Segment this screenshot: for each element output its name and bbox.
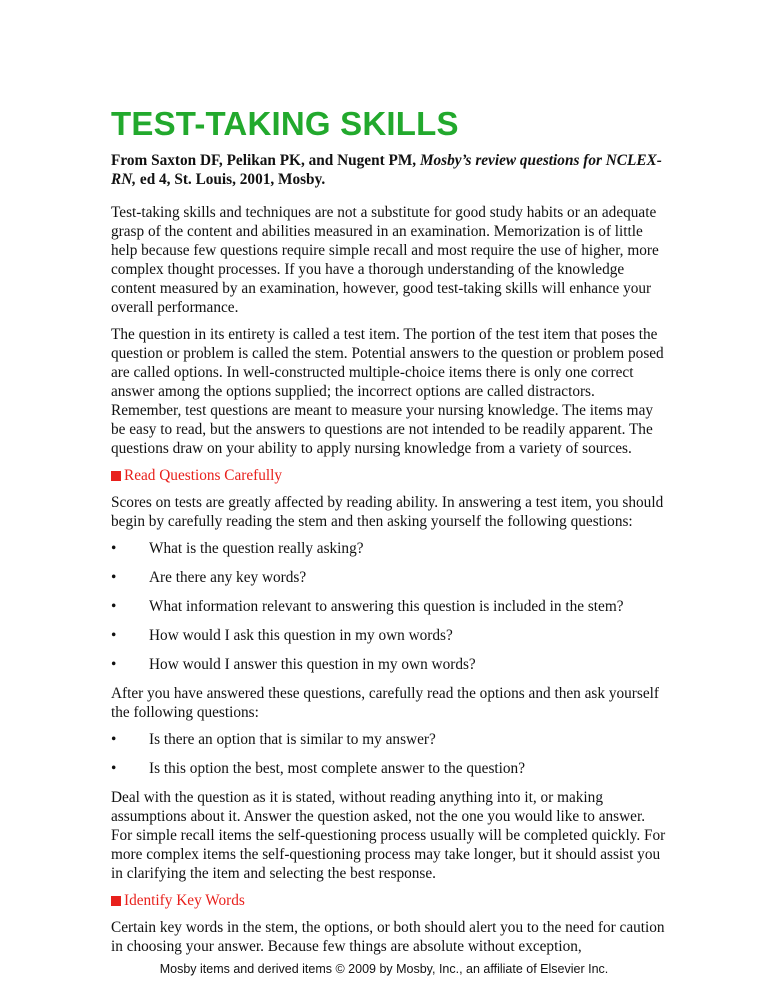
section-heading-read-questions [111,466,666,485]
list-item: • What is the question really asking? [111,540,364,557]
bullet-icon: • [111,540,117,557]
question-list-1 [111,539,666,674]
section2-text: Certain key words in the stem, the options, or both should alert you to the need for caution in choosing your answer. Because few things are absolute without exception, [111,919,665,955]
bullet-icon: • [111,569,117,586]
citation-book-title: Mosby’s review questions for NCLEX-RN, [111,152,662,188]
list-item: • Is this option the best, most complete answer to the question? [111,760,525,777]
bullet-icon: • [111,598,117,615]
section-heading-label: Read Questions Carefully [124,467,283,484]
red-square-bullet-icon [111,896,121,906]
section-heading-label: Identify Key Words [124,892,245,909]
intro-paragraph-1: Test-taking skills and techniques are not a substitute for good study habits or an adequate grasp of the content and abilities measured in an examination. Memorization is of little help because few questions require simple recall and most require the use of higher, more complex thought processes. If you have a thorough understanding of the knowledge content measured by an examination, however, good test-taking skills will enhance your overall performance. [111,204,659,316]
copyright-footer: Mosby items and derived items © 2009 by Mosby, Inc., an affiliate of Elsevier Inc. [159,962,609,976]
intro-paragraph-2: The question in its entirety is called a test item. The portion of the test item that poses the question or problem is called the stem. Potential answers to the question or problem posed are called options. In well-constructed multiple-choice items there is only one correct answer among the options supplied; the incorrect options are called distractors. Remember, test questions are meant to measure your nursing knowledge. The items may be easy to read, but the answers to questions are not intended to be readily apparent. The questions draw on your ability to apply nursing knowledge from a variety of sources. [111,326,664,457]
list-item: • What information relevant to answering this question is included in the stem? [111,598,624,615]
list-item: • How would I ask this question in my own words? [111,627,453,644]
list-item: • Are there any key words? [111,569,307,586]
page-title: TEST-TAKING SKILLS [111,105,459,142]
question-list-2 [111,730,666,778]
list-item: • Is there an option that is similar to my answer? [111,731,436,748]
citation-authors: From Saxton DF, Pelikan PK, and Nugent PM, [111,152,420,169]
document-content [111,104,666,964]
citation-publisher: ed 4, St. Louis, 2001, Mosby. [136,171,326,188]
list-item: • How would I answer this question in my own words? [111,656,476,673]
bullet-icon: • [111,656,117,673]
source-citation [111,151,666,189]
red-square-bullet-icon [111,471,121,481]
section1-closing: Deal with the question as it is stated, without reading anything into it, or making assumptions about it. Answer the question asked, not the one you would like to answer. For simple recall items the self-questioning process usually will be completed quickly. For more complex items the self-questioning process may take longer, but it should assist you in clarifying the item and selecting the best response. [111,789,666,882]
section1-mid: After you have answered these questions, carefully read the options and then ask yourself the following questions: [111,685,659,721]
section1-intro: Scores on tests are greatly affected by reading ability. In answering a test item, you should begin by carefully reading the stem and then asking yourself the following questions: [111,494,664,530]
bullet-icon: • [111,627,117,644]
bullet-icon: • [111,731,117,748]
bullet-icon: • [111,760,117,777]
section-heading-key-words [111,891,666,910]
